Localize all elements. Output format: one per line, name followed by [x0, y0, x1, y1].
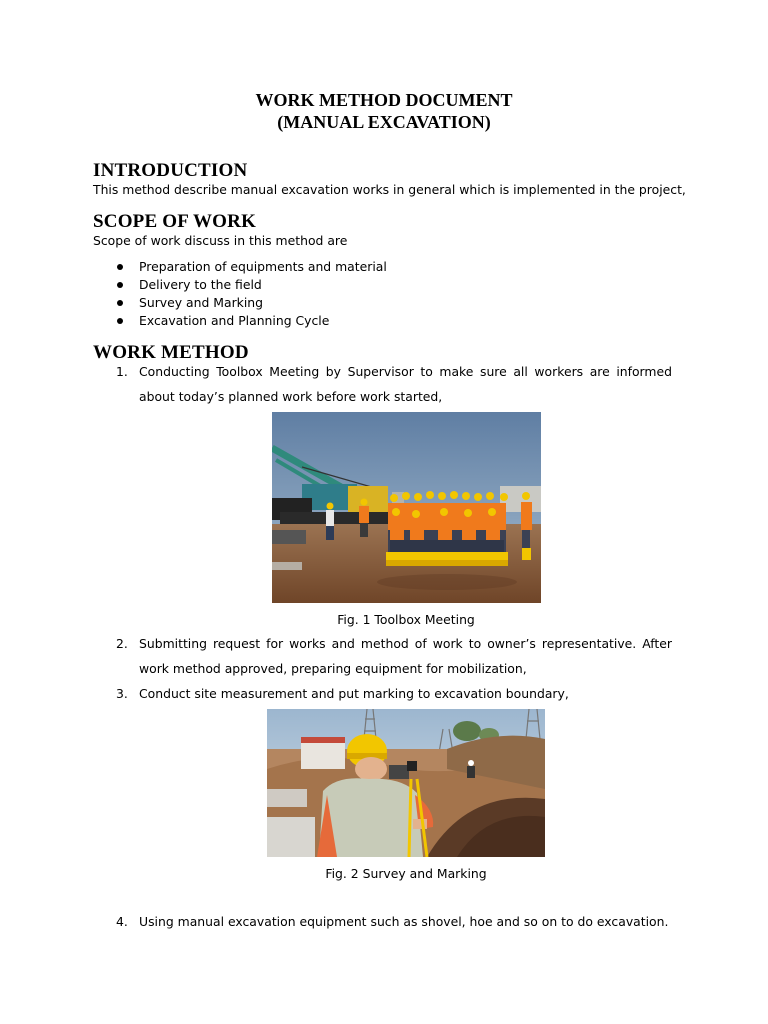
step-number: 1. [116, 364, 128, 379]
survey-marking-photo [267, 709, 545, 857]
bullet-icon [117, 318, 123, 324]
figure-2-caption: Fig. 2 Survey and Marking [325, 866, 487, 881]
list-item [93, 258, 653, 276]
scope-text: Scope of work discuss in this method are [93, 233, 348, 248]
list-item [93, 276, 653, 294]
step-text: Conduct site measurement and put marking to excavation boundary, [139, 686, 569, 701]
scope-list [93, 258, 653, 330]
step-text: Using manual excavation equipment such as shovel, hoe and so on to do excavation. [139, 914, 669, 929]
bullet-icon [117, 264, 123, 270]
step-number: 3. [116, 686, 128, 701]
list-item-label: Delivery to the field [139, 277, 262, 292]
introduction-heading: INTRODUCTION [93, 160, 248, 181]
introduction-text: This method describe manual excavation works in general which is implemented in the project, [93, 182, 686, 197]
document-subtitle: (MANUAL EXCAVATION) [277, 112, 491, 132]
step-number: 2. [116, 636, 128, 651]
document-title: WORK METHOD DOCUMENT [255, 90, 513, 110]
step-number: 4. [116, 914, 128, 929]
bullet-icon [117, 282, 123, 288]
figure-1-caption: Fig. 1 Toolbox Meeting [337, 612, 475, 627]
list-item [93, 294, 653, 312]
list-item-label: Excavation and Planning Cycle [139, 313, 330, 328]
scope-heading: SCOPE OF WORK [93, 211, 257, 232]
bullet-icon [117, 300, 123, 306]
step-text: Conducting Toolbox Meeting by Supervisor to make sure all workers are informed about today’s planned work before work started, [139, 364, 672, 404]
work-method-heading: WORK METHOD [93, 342, 249, 363]
list-item-label: Preparation of equipments and material [139, 259, 387, 274]
step-text: Submitting request for works and method of work to owner’s representative. After work method approved, preparing equipment for mobilization, [139, 636, 672, 676]
toolbox-meeting-photo [272, 412, 541, 603]
list-item-label: Survey and Marking [139, 295, 264, 310]
list-item [93, 312, 653, 330]
